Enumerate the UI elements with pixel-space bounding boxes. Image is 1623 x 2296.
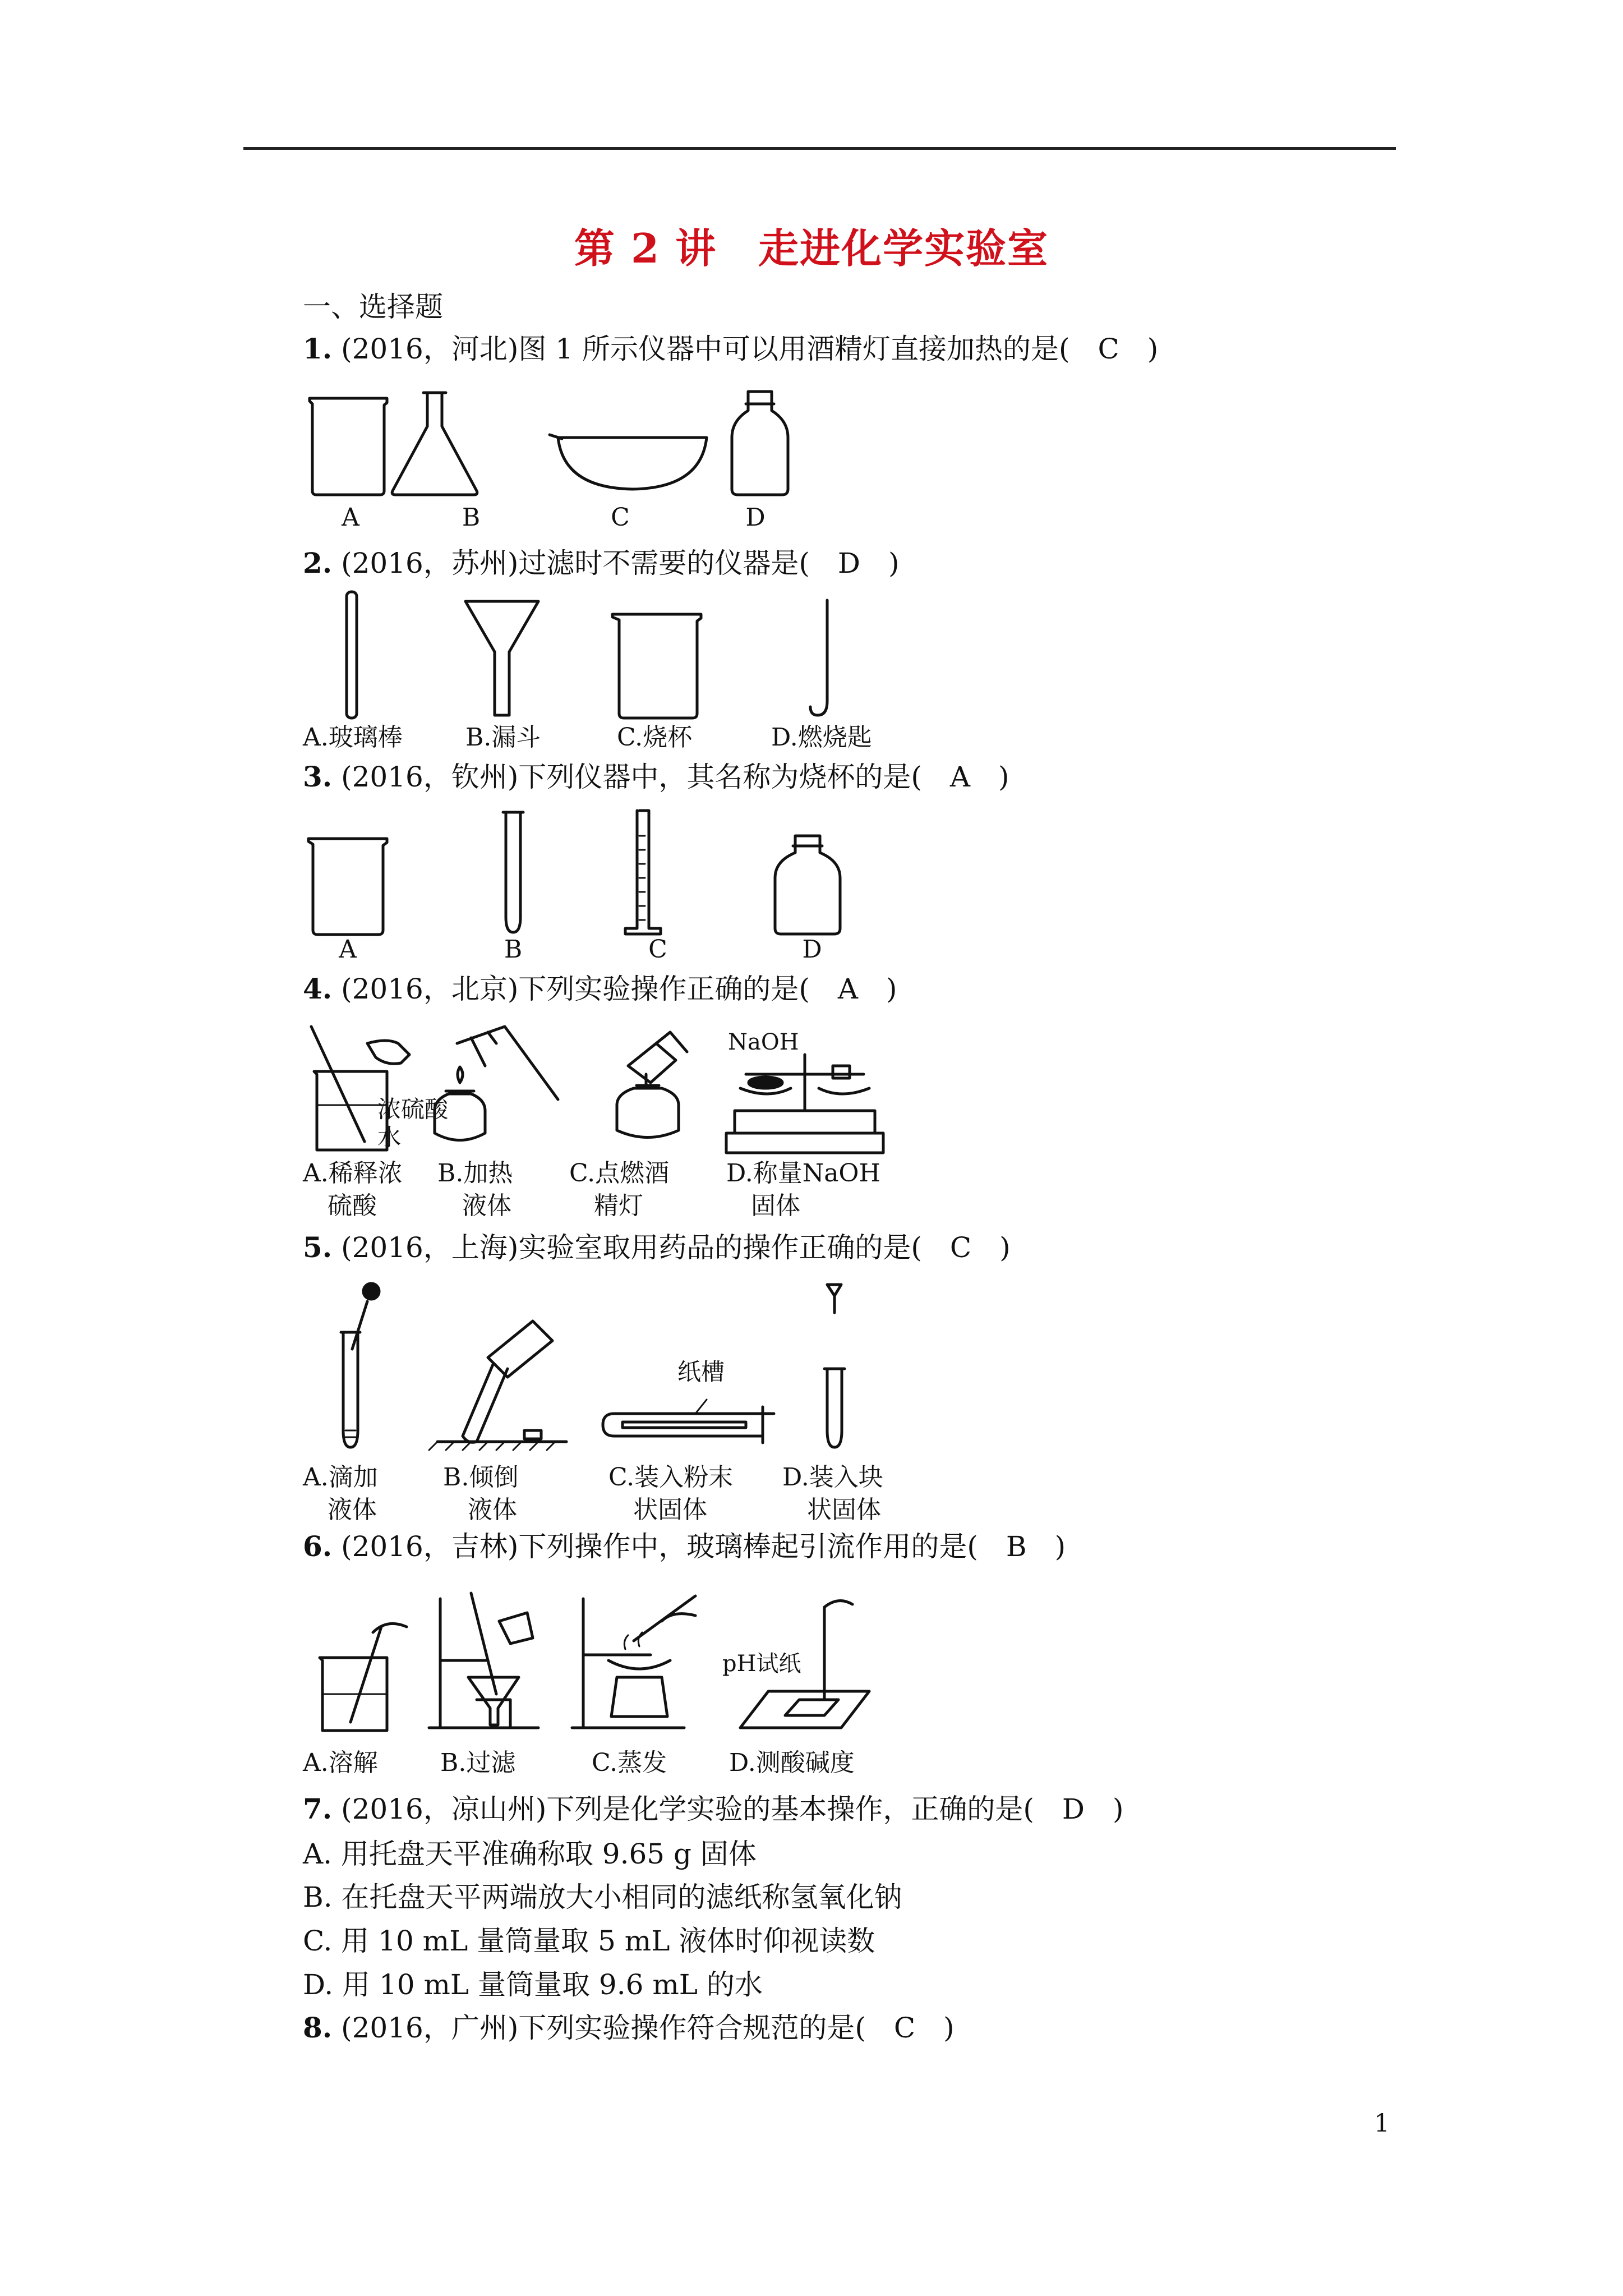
combustion-spoon <box>810 600 827 715</box>
question-7: 7. (2016，凉山州)下列是化学实验的基本操作，正确的是( D ) <box>303 1792 1124 1825</box>
bottle-d <box>732 392 788 495</box>
question-4: 4. (2016，北京)下列实验操作正确的是( A ) <box>303 972 897 1005</box>
q4-label-d: D.称量NaOH 固体 <box>726 1159 880 1220</box>
header-rule <box>243 147 1396 150</box>
funnel <box>465 601 538 715</box>
q4-label-b: B.加热 液体 <box>437 1159 513 1220</box>
q2-label-b: B.漏斗 <box>465 723 541 752</box>
glass-rod <box>347 592 357 718</box>
flask-b <box>392 393 477 495</box>
q5-figure <box>303 1279 920 1458</box>
section-heading: 一、选择题 <box>303 291 443 323</box>
q3-label-d: D <box>802 935 822 964</box>
q1-label-b: B <box>462 503 481 532</box>
q1-label-c: C <box>611 503 630 532</box>
q7-option-c: C. 用 10 mL 量筒量取 5 mL 液体时仰视读数 <box>303 1925 875 1957</box>
q4-annotation-water: 水 <box>377 1124 402 1151</box>
graduated-cylinder-c <box>625 811 661 934</box>
q7-option-b: B. 在托盘天平两端放大小相同的滤纸称氢氧化钠 <box>303 1881 902 1913</box>
q7-option-a: A. 用托盘天平准确称取 9.65 g 固体 <box>303 1838 757 1870</box>
q2-label-a: A.玻璃棒 <box>303 723 403 752</box>
q3-label-c: C <box>648 935 667 964</box>
q2-label-c: C.烧杯 <box>617 723 693 752</box>
q4-annotation-acid: 浓硫酸 <box>377 1096 449 1123</box>
q5-label-d: D.装入块 状固体 <box>782 1463 883 1524</box>
q6-figure <box>303 1588 920 1739</box>
question-3: 3. (2016，钦州)下列仪器中，其名称为烧杯的是( A ) <box>303 760 1009 793</box>
dish-c <box>550 435 707 489</box>
q5-label-a: A.滴加 液体 <box>303 1463 378 1524</box>
beaker-a <box>310 398 387 495</box>
question-6: 6. (2016，吉林)下列操作中，玻璃棒起引流作用的是( B ) <box>303 1530 1066 1563</box>
page-title: 第 2 讲 走进化学实验室 <box>574 224 1049 272</box>
q6-label-c: C.蒸发 <box>592 1749 667 1777</box>
page-number: 1 <box>1374 2109 1390 2138</box>
q7-option-d: D. 用 10 mL 量筒量取 9.6 mL 的水 <box>303 1968 763 2001</box>
q3-figure <box>303 808 864 937</box>
question-1: 1. (2016，河北)图 1 所示仪器中可以用酒精灯直接加热的是( C ) <box>303 332 1159 365</box>
bottle-d <box>775 836 840 934</box>
q4-label-c: C.点燃酒 精灯 <box>569 1159 670 1220</box>
q2-figure <box>303 589 864 724</box>
q3-label-a: A <box>339 935 357 964</box>
q6-label-a: A.溶解 <box>303 1749 378 1777</box>
q5-annotation-trough: 纸槽 <box>677 1358 725 1386</box>
q6-annotation-ph-paper: pH试纸 <box>722 1651 801 1677</box>
q1-label-a: A <box>342 503 359 532</box>
question-2: 2. (2016，苏州)过滤时不需要的仪器是( D ) <box>303 546 900 579</box>
beaker-a <box>308 839 387 935</box>
q6-label-b: B.过滤 <box>440 1749 516 1777</box>
q5-label-b: B.倾倒 液体 <box>443 1463 519 1524</box>
beaker <box>612 614 701 718</box>
q6-label-d: D.测酸碱度 <box>729 1749 855 1777</box>
q1-label-d: D <box>745 503 766 532</box>
q1-figure <box>303 387 864 499</box>
question-8: 8. (2016，广州)下列实验操作符合规范的是( C ) <box>303 2011 955 2044</box>
q2-label-d: D.燃烧匙 <box>771 723 872 752</box>
q4-label-a: A.稀释浓 硫酸 <box>303 1159 403 1220</box>
q5-label-c: C.装入粉末 状固体 <box>608 1463 734 1524</box>
test-tube-b <box>503 812 523 932</box>
q3-label-b: B <box>504 935 523 964</box>
question-5: 5. (2016，上海)实验室取用药品的操作正确的是( C ) <box>303 1231 1011 1264</box>
q4-annotation-naoh: NaOH <box>728 1029 799 1055</box>
